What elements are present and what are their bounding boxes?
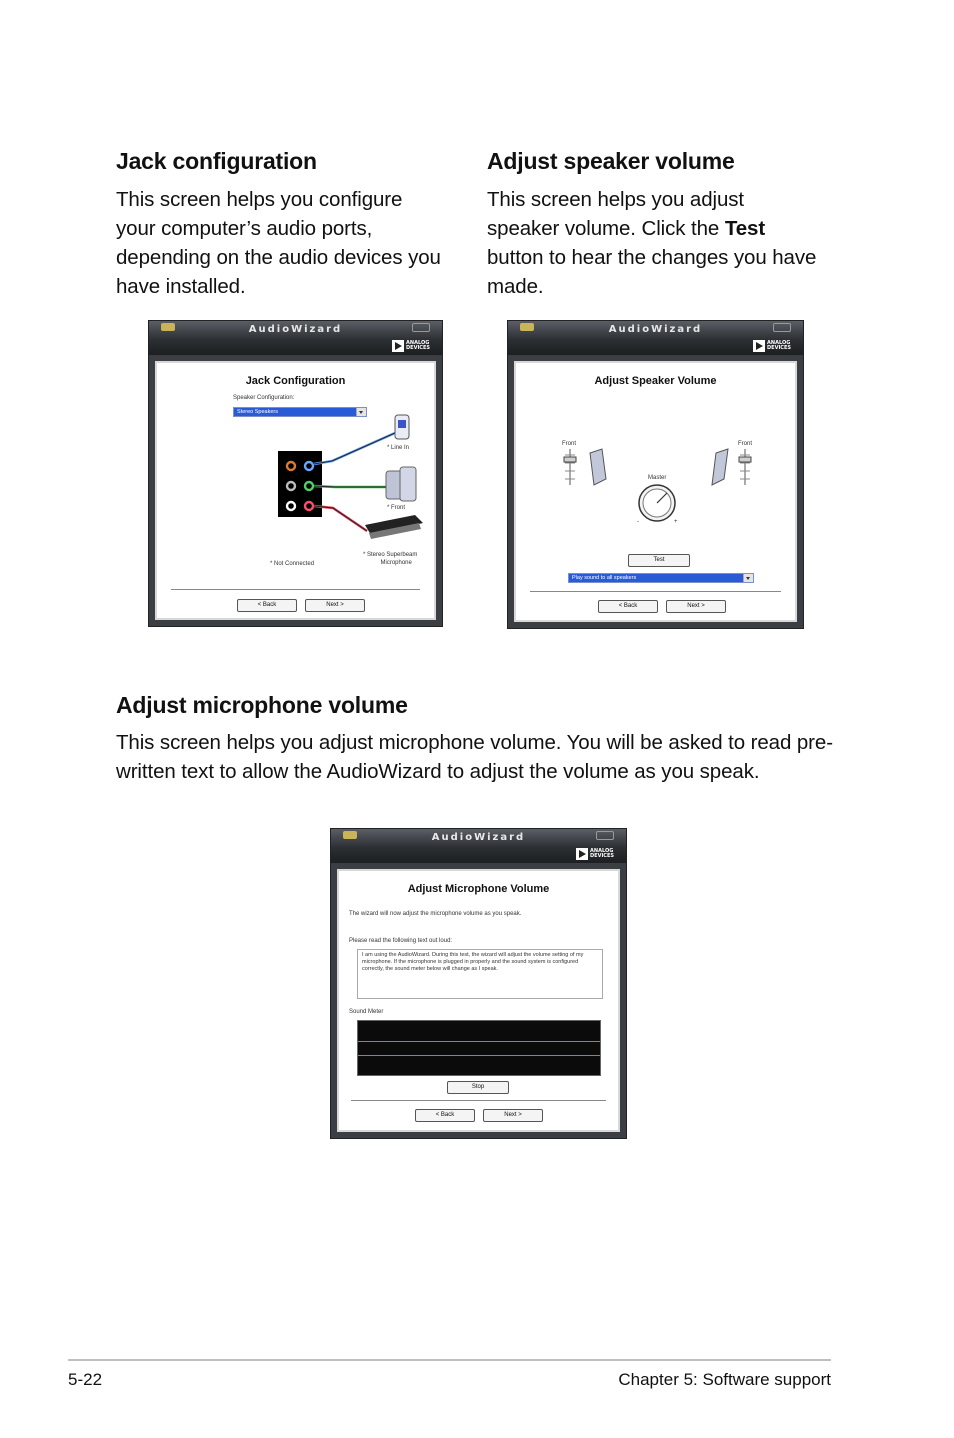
analog-devices-logo [753, 340, 791, 352]
chevron-down-icon[interactable] [743, 574, 753, 582]
divider [530, 591, 781, 593]
front-left-label: Front [562, 441, 577, 447]
svg-text:+: + [674, 519, 678, 525]
line-in-device-icon [395, 415, 409, 439]
analog-devices-icon [576, 848, 588, 860]
speaker-volume-description [487, 185, 817, 301]
window-titlebar [508, 321, 803, 355]
speaker-description-text-2: button to hear the changes you have made. [487, 246, 817, 298]
speaker-icon [386, 467, 416, 501]
analog-devices-logo [576, 848, 614, 860]
window-titlebar [149, 321, 442, 355]
mic-volume-heading: Adjust microphone volume [116, 692, 408, 718]
mic-intro-text: The wizard will now adjust the microphone volume as you speak. [349, 911, 522, 917]
logo-text-1: ANALOG [590, 848, 614, 854]
jack-config-description: This screen helps you configure your computer’s audio ports, depending on the audio devices you have installed. [116, 188, 441, 298]
speaker-icon [590, 449, 606, 485]
speaker-controls [516, 363, 801, 626]
next-button[interactable]: Next > [483, 1109, 543, 1122]
speaker-volume-heading: Adjust speaker volume [487, 148, 735, 174]
logo-text-1: ANALOG [406, 340, 430, 346]
next-button[interactable]: Next > [305, 599, 365, 612]
page-number: 5-22 [68, 1370, 103, 1389]
microphone-label [363, 551, 417, 567]
jack-diagram [157, 363, 440, 622]
analog-devices-icon [753, 340, 765, 352]
close-icon[interactable] [773, 323, 791, 332]
speaker-volume-window [507, 320, 804, 629]
analog-devices-logo [392, 340, 430, 352]
wizard-step-title: Adjust Microphone Volume [407, 883, 550, 895]
window-titlebar [331, 829, 626, 863]
logo-text-1: ANALOG [767, 340, 791, 346]
logo-text-2: DEVICES [406, 345, 430, 351]
close-icon[interactable] [596, 831, 614, 840]
wizard-step-title: Adjust Speaker Volume [594, 375, 717, 387]
sound-meter [357, 1020, 601, 1076]
analog-devices-icon [392, 340, 404, 352]
read-text-label: Please read the following text out loud: [349, 938, 453, 944]
jack-config-window [148, 320, 443, 627]
test-keyword: Test [724, 217, 766, 240]
mic-volume-description: This screen helps you adjust microphone volume. You will be asked to read pre-written text to allow the AudioWizard to adjust the volume as you speak. [116, 731, 833, 783]
microphone-label-line-2: Microphone [380, 560, 412, 566]
next-button[interactable]: Next > [666, 600, 726, 613]
jack-config-heading: Jack configuration [116, 148, 317, 174]
microphone-label-line-1: * Stereo Superbeam [363, 552, 418, 558]
front-right-label: Front [738, 441, 753, 447]
wizard-step-title: Jack Configuration [245, 375, 346, 387]
master-volume-knob [637, 485, 678, 525]
wizard-pane [514, 361, 797, 622]
chapter-title: Chapter 5: Software support [618, 1370, 831, 1389]
stop-button[interactable]: Stop [447, 1081, 509, 1094]
close-icon[interactable] [412, 323, 430, 332]
speaker-config-value: Stereo Speakers [237, 409, 278, 415]
window-title: AudioWizard [608, 324, 703, 335]
back-button[interactable]: < Back [415, 1109, 475, 1122]
front-left-slider [564, 449, 576, 485]
divider [351, 1100, 606, 1102]
front-speaker-label: * Front [387, 505, 406, 511]
line-in-label: * Line In [387, 445, 410, 451]
sound-meter-label: Sound Meter [349, 1009, 384, 1015]
logo-text-2: DEVICES [767, 345, 791, 351]
test-button[interactable]: Test [628, 554, 690, 567]
window-title: AudioWizard [248, 324, 343, 335]
master-label: Master [648, 475, 667, 481]
play-sound-value: Play sound to all speakers [572, 575, 637, 581]
speaker-description-text-1: This screen helps you adjust speaker volume. Click the [487, 188, 745, 240]
back-button[interactable]: < Back [598, 600, 658, 613]
mic-volume-window [330, 828, 627, 1139]
wizard-pane [337, 869, 620, 1132]
front-right-slider [739, 449, 751, 485]
footer-rule [68, 1359, 831, 1361]
speaker-icon [712, 449, 728, 485]
divider [171, 589, 420, 591]
read-text-box: I am using the AudioWizard. During this test, the wizard will adjust the volume setting of my microphone. If the microphone is plugged in properly and the sound system is configured correctly, the sound meter below will change as I speak. [357, 949, 603, 999]
microphone-icon [365, 515, 423, 539]
back-button[interactable]: < Back [237, 599, 297, 612]
wizard-pane [155, 361, 436, 620]
meter-level-line [358, 1041, 600, 1042]
window-title: AudioWizard [431, 832, 526, 843]
speaker-config-label: Speaker Configuration: [233, 395, 295, 401]
play-sound-dropdown[interactable] [568, 573, 754, 583]
svg-text:-: - [637, 519, 639, 525]
meter-level-line [358, 1055, 600, 1056]
not-connected-label: * Not Connected [270, 561, 315, 567]
logo-text-2: DEVICES [590, 853, 614, 859]
